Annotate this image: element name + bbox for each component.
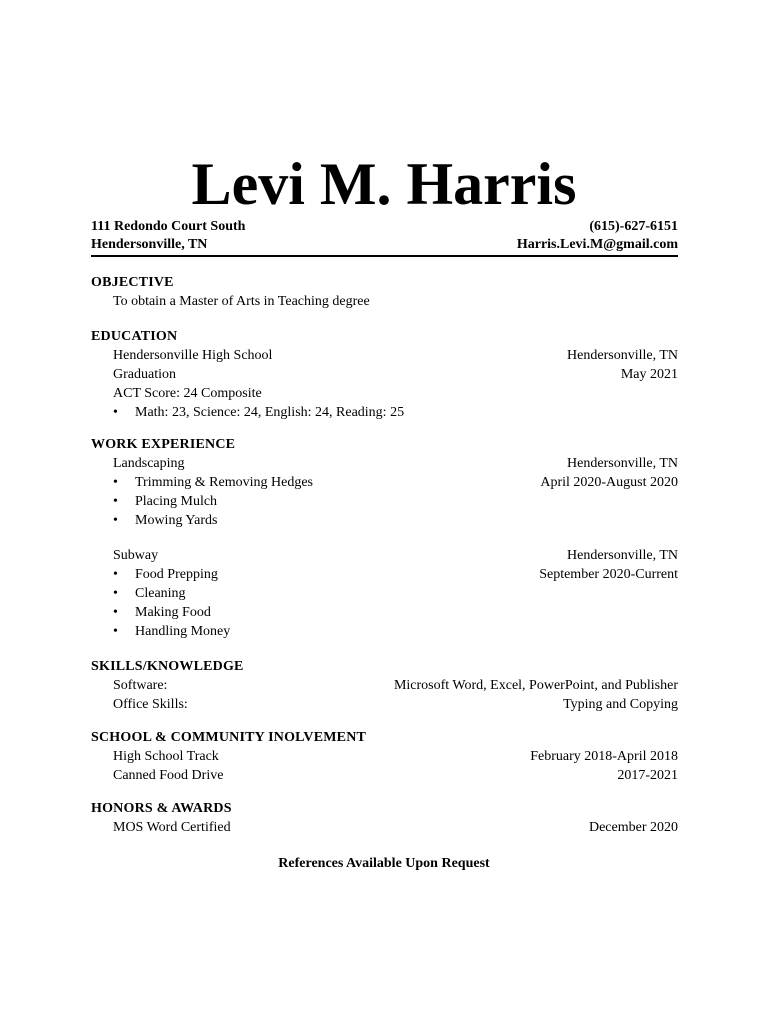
honors-item-1: MOS Word Certified	[113, 820, 231, 835]
community-row-2	[91, 766, 678, 785]
community-item-1-dates: February 2018-April 2018	[530, 749, 678, 764]
contact-block	[91, 218, 678, 257]
job-2-dates: September 2020-Current	[539, 567, 678, 582]
community-item-1: High School Track	[113, 749, 219, 764]
bullet-icon: •	[113, 605, 118, 620]
education-school-row	[91, 346, 678, 365]
graduation-label: Graduation	[113, 367, 176, 382]
list-item	[91, 603, 678, 622]
community-item-2-dates: 2017-2021	[617, 768, 678, 783]
job-1-dates: April 2020-August 2020	[540, 475, 678, 490]
applicant-name: Levi M. Harris	[191, 151, 577, 217]
honors-row-1	[91, 818, 678, 837]
job-1-location: Hendersonville, TN	[567, 456, 678, 471]
address-line-2: Hendersonville, TN	[91, 237, 208, 252]
graduation-row	[91, 365, 678, 384]
address-line-1: 111 Redondo Court South	[91, 219, 246, 234]
job-2-item: Handling Money	[135, 624, 231, 639]
software-label: Software:	[113, 678, 168, 693]
bullet-icon: •	[113, 475, 118, 490]
references-note: References Available Upon Request	[278, 856, 490, 871]
honors-section	[91, 800, 678, 837]
email-address: Harris.Levi.M@gmail.com	[516, 237, 678, 252]
list-item	[91, 473, 678, 492]
contact-row-2	[91, 236, 678, 254]
graduation-date: May 2021	[620, 367, 678, 382]
work-section-job-2	[91, 546, 678, 641]
contact-row-1	[91, 218, 678, 236]
skills-section	[91, 658, 678, 714]
community-heading: SCHOOL & COMMUNITY INOLVEMENT	[91, 730, 367, 745]
community-section	[91, 729, 678, 785]
office-skills-value: Typing and Copying	[563, 697, 678, 712]
job-2-row	[91, 546, 678, 565]
office-skills-row	[91, 695, 678, 714]
list-item	[91, 492, 678, 511]
community-item-2: Canned Food Drive	[113, 768, 224, 783]
software-row	[91, 676, 678, 695]
bullet-icon: •	[113, 624, 118, 639]
phone-number: (615)-627-6151	[589, 219, 678, 234]
honors-item-1-date: December 2020	[588, 820, 678, 835]
job-2-item: Cleaning	[135, 586, 186, 601]
education-heading: EDUCATION	[91, 329, 178, 344]
bullet-icon: •	[113, 567, 118, 582]
act-score: ACT Score: 24 Composite	[113, 386, 262, 401]
job-1-row	[91, 454, 678, 473]
community-row-1	[91, 747, 678, 766]
bullet-icon: •	[113, 494, 118, 509]
work-section	[91, 436, 678, 530]
act-detail-row	[91, 403, 678, 422]
bullet-icon: •	[113, 513, 118, 528]
job-1-title: Landscaping	[113, 456, 185, 471]
school-name: Hendersonville High School	[113, 348, 273, 363]
list-item	[91, 622, 678, 641]
job-2-title: Subway	[113, 548, 159, 563]
software-value: Microsoft Word, Excel, PowerPoint, and Publisher	[393, 678, 678, 693]
work-heading: WORK EXPERIENCE	[91, 437, 236, 452]
job-1-item: Placing Mulch	[135, 494, 218, 509]
objective-text-row	[91, 292, 678, 311]
office-skills-label: Office Skills:	[113, 697, 188, 712]
school-location: Hendersonville, TN	[567, 348, 678, 363]
skills-heading: SKILLS/KNOWLEDGE	[91, 659, 244, 674]
job-1-item: Trimming & Removing Hedges	[135, 475, 313, 490]
job-2-location: Hendersonville, TN	[567, 548, 678, 563]
job-1-item: Mowing Yards	[135, 513, 218, 528]
objective-section	[91, 274, 678, 311]
list-item	[91, 584, 678, 603]
education-section	[91, 328, 678, 422]
bullet-icon: •	[113, 586, 118, 601]
act-detail: Math: 23, Science: 24, English: 24, Reading: 25	[135, 405, 405, 420]
bullet-icon: •	[113, 405, 118, 420]
act-row	[91, 384, 678, 403]
objective-text: To obtain a Master of Arts in Teaching degree	[113, 294, 370, 309]
objective-heading: OBJECTIVE	[91, 275, 174, 290]
list-item	[91, 511, 678, 530]
honors-heading: HONORS & AWARDS	[91, 801, 232, 816]
job-2-item: Food Prepping	[135, 567, 218, 582]
job-2-item: Making Food	[135, 605, 211, 620]
list-item	[91, 565, 678, 584]
